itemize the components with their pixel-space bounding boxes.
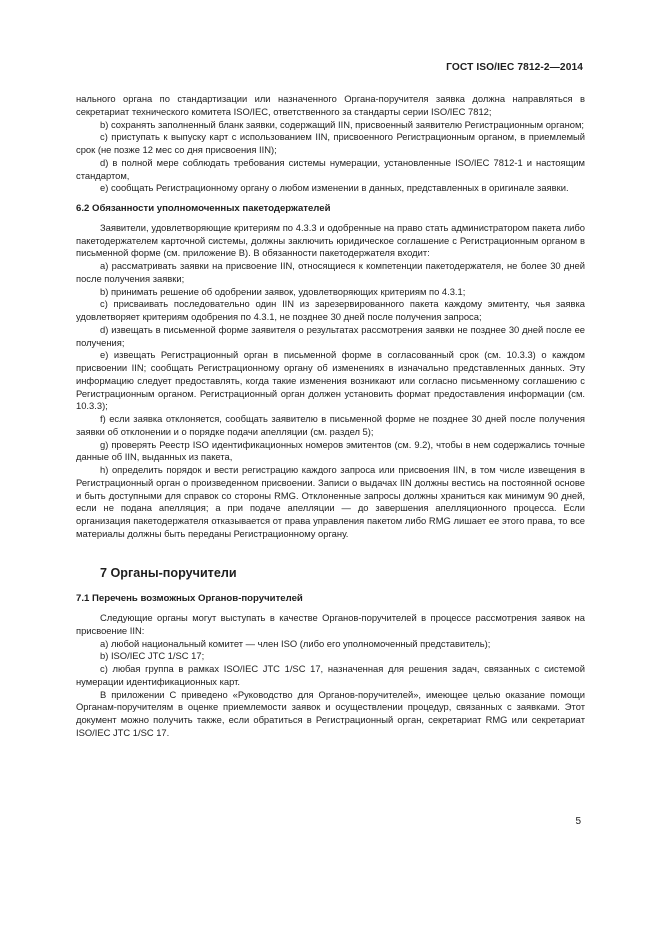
intro-item-c: c) приступать к выпуску карт с использованием IIN, присвоенного Регистрационным органом, в приемлемый срок (не позже 12 мес со дня присвоения IIN); bbox=[76, 131, 585, 155]
intro-continuation: нального органа по стандартизации или назначенного Органа-поручителя заявка должна направляться в секретариат технического комитета ISO/IEC, ответственного за стандарты серии ISO/IEC 7812; bbox=[76, 93, 585, 117]
page-number: 5 bbox=[575, 816, 581, 827]
intro-item-e: e) сообщать Регистрационному органу о любом изменении в данных, представленных в оригинале заявки. bbox=[100, 182, 569, 194]
section-6-2-item-c: c) присваивать последовательно один IIN из зарезервированного пакета каждому эмитенту, чья заявка удовлетворяет критериям одобрения по 4.3.1, не позднее 30 дней после получения запроса; bbox=[76, 298, 585, 322]
section-6-2-item-g: g) проверять Реестр ISO идентификационных номеров эмитентов (см. 9.2), чтобы в нем содержались точные данные об IIN, выданных из пакета, bbox=[76, 438, 585, 463]
section-6-2-heading: 6.2 Обязанности уполномоченных пакетодержателей bbox=[76, 203, 331, 214]
section-7-1-item-b: b) ISO/IEC JTC 1/SC 17; bbox=[100, 650, 205, 662]
intro-item-d: d) в полной мере соблюдать требования системы нумерации, установленные ISO/IEC 7812-1 и настоящим стандартом, bbox=[76, 156, 585, 181]
intro-item-b: b) сохранять заполненный бланк заявки, содержащий IIN, присвоенный заявителю Регистрационным органом; bbox=[100, 118, 585, 130]
section-6-2-item-a: a) рассматривать заявки на присвоение IIN, относящиеся к компетенции пакетодержателя, не более 30 дней после получения заявки; bbox=[76, 260, 585, 284]
section-6-2-paragraph: Заявители, удовлетворяющие критериям по 4.3.3 и одобренные на право стать администратором пакета либо пакетодержателем карточной системы, должны заключить юридическое соглашение с Регистрационным органом в письменной форме (см. приложение В). В обязанности пакетодержателя входит: bbox=[76, 221, 585, 259]
section-6-2-item-b: b) принимать решение об одобрении заявок, удовлетворяющих критериям по 4.3.1; bbox=[100, 285, 466, 297]
section-7-1-heading: 7.1 Перечень возможных Органов-поручителей bbox=[76, 593, 303, 605]
section-7-1-closing: В приложении С приведено «Руководство для Органов-поручителей», имеющее целью оказание помощи Органам-поручителям в оценке приемлемости заявок и осуществлении процедур, связанных с заявками. Этот документ можно получить также, если обратиться в Регистрационный орган, секретариат RMG или секретариат ISO/IEC JTC 1/SC 17. bbox=[76, 688, 585, 738]
section-7-1-item-c: c) любая группа в рамках ISO/IEC JTC 1/SC 17, назначенная для решения задач, связанных с системой нумерации идентификационных карт. bbox=[76, 663, 585, 687]
section-6-2-item-f: f) если заявка отклоняется, сообщать заявителю в письменной форме не позднее 30 дней после получения заявки об отклонении и о порядке подачи апелляции (см. раздел 5); bbox=[76, 413, 585, 437]
section-7-1-paragraph: Следующие органы могут выступать в качестве Органов-поручителей в процессе рассмотрения заявок на присвоение IIN: bbox=[76, 612, 585, 636]
section-7-heading: 7 Органы-поручители bbox=[100, 565, 237, 580]
section-6-2-item-e: e) извещать Регистрационный орган в письменной форме в согласованный срок (см. 10.3.3) о каждом присвоении IIN; сообщать Регистрационному органу об изменениях в изначально представленных данных. Эту информацию следует предоставлять, когда такие изменения возникают или согласно письменному соглашению с Регистрационным органом. Регистрационный орган должен установить формат предоставления информации (см. 10.3.3); bbox=[76, 349, 585, 412]
section-7-1-item-a: a) любой национальный комитет — член ISO (либо его уполномоченный представитель); bbox=[100, 637, 491, 649]
document-body bbox=[76, 93, 585, 740]
section-6-2-item-d: d) извещать в письменной форме заявителя о результатах рассмотрения заявки не позднее 30 дней после ее получения; bbox=[76, 323, 585, 348]
standard-header: ГОСТ ISO/IEC 7812-2—2014 bbox=[446, 62, 583, 73]
section-6-2-item-h: h) определить порядок и вести регистрацию каждого запроса или присвоения IIN, в том числе извещения в Регистрационный орган о произведенном присвоении. Записи о выдачах IIN должны вестись на постоянной основе и быть доступными для справок со стороны RMG. Отклоненные запросы должны храниться как минимум 90 дней, если не подана апелляция; а при подаче апелляции — до завершения апелляционного процесса. Если организация пакетодержателя отказывается от права управления пакетом либо RMG лишает ее этого права, то все материалы должны быть переданы Регистрационному органу. bbox=[76, 464, 585, 539]
